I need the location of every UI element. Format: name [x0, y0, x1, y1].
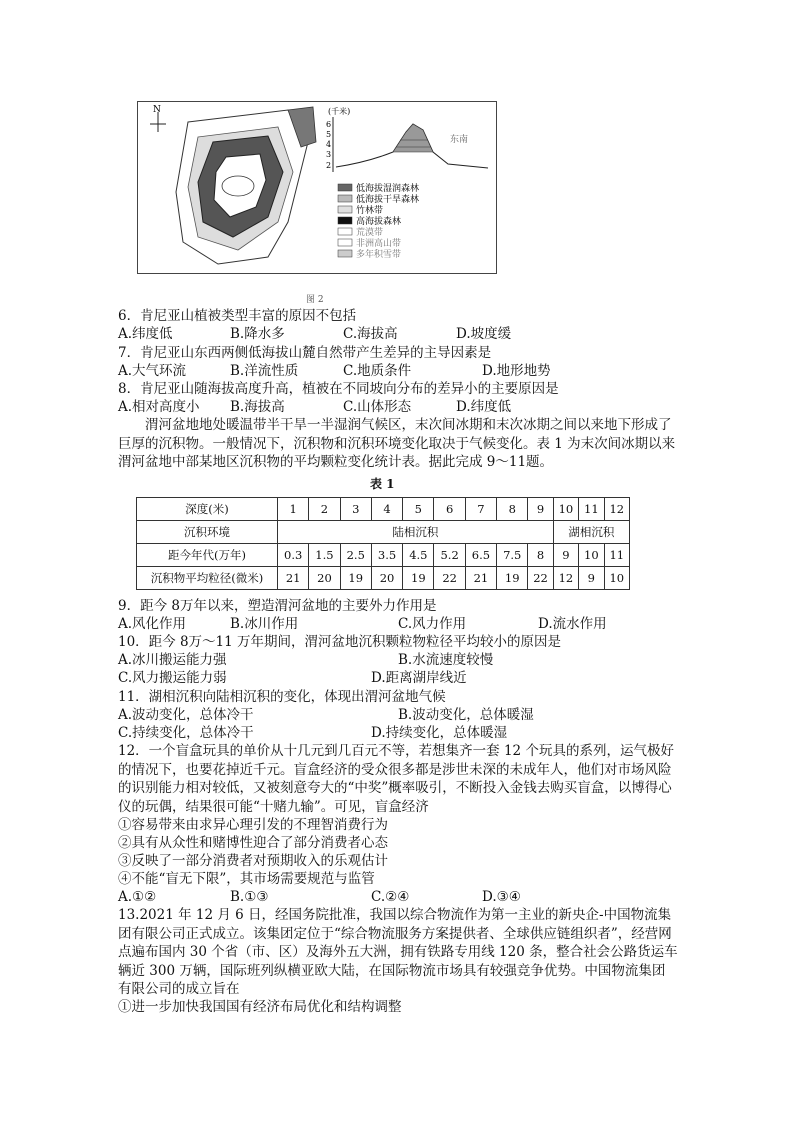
q12-option-d: D.③④	[482, 889, 521, 905]
q8-option-a: A.相对高度小	[118, 399, 200, 415]
table-row-label: 沉积物平均粒径(微米)	[137, 567, 278, 590]
q10-option-a: A.冰川搬运能力强	[118, 652, 227, 668]
table-row-label: 深度(米)	[137, 498, 278, 521]
q13-stem: 13.2021 年 12 月 6 日，经国务院批准，我国以综合物流作为第一主业的新央企-中国物流集团有限公司正式成立。该集团定位于“综合物流服务方案提供者、全球供应链组织者”，经营网点遍布国内 30 个省（市、区）及海外五大洲，拥有铁路专用线 120 条，整合社会公路货运车辆近 300 万辆，国际班列纵横亚欧大陆，在国际物流市场具有较强竞争优势。中国物流集团有限公司的成立旨在	[118, 907, 678, 997]
q8-stem: 8．肯尼亚山随海拔高度升高，植被在不同坡向分布的差异小的主要原因是	[118, 381, 559, 397]
q12-item-4: ④不能“盲无下限”，其市场需要规范与监管	[118, 871, 375, 887]
q9-stem: 9．距今 8万年以来，塑造渭河盆地的主要外力作用是	[118, 598, 437, 614]
table-row-age: 距今年代(万年) 0.3 1.5 2.5 3.5 4.5 5.2 6.5 7.5 8 9 10 11	[137, 544, 630, 567]
svg-text:3: 3	[326, 150, 332, 159]
q12-option-a: A.①②	[118, 889, 157, 905]
svg-text:5: 5	[326, 130, 332, 139]
q10-option-d: D.距离湖岸线近	[371, 670, 467, 686]
svg-text:非洲高山带: 非洲高山带	[356, 239, 402, 249]
svg-text:多年积雪带: 多年积雪带	[356, 250, 402, 260]
figure-2-kenya-mountain	[137, 101, 497, 274]
figure-2-drawing	[138, 102, 496, 273]
q7-option-d: D.地形地势	[482, 363, 551, 379]
q8-option-b: B.海拔高	[230, 399, 285, 415]
figure-legend	[338, 182, 419, 260]
svg-text:6: 6	[326, 120, 332, 129]
direction-label: 东南	[450, 135, 469, 145]
q13-item-1: ①进一步加快我国国有经济布局优化和结构调整	[118, 999, 402, 1015]
table-row-grain: 沉积物平均粒径(微米) 21 20 19 20 19 22 21 19 22 12 9 10	[137, 567, 630, 590]
q11-stem: 11．湖相沉积向陆相沉积的变化，体现出渭河盆地气候	[118, 689, 446, 705]
q11-option-c: C.持续变化，总体冷干	[118, 725, 254, 741]
svg-text:竹林带: 竹林带	[356, 206, 384, 216]
q11-option-a: A.波动变化，总体冷干	[118, 707, 254, 723]
q6-option-a: A.纬度低	[118, 326, 173, 342]
q8-option-d: D.纬度低	[456, 399, 512, 415]
q6-option-d: D.坡度缓	[456, 326, 512, 342]
env-lake-cell: 湖相沉积	[553, 521, 629, 544]
svg-text:2: 2	[326, 161, 332, 170]
svg-text:4: 4	[326, 140, 332, 149]
north-label: N	[153, 105, 161, 115]
q9-option-b: B.冰川作用	[230, 616, 299, 632]
svg-text:高海拔森林: 高海拔森林	[356, 217, 402, 227]
q7-option-a: A.大气环流	[118, 363, 187, 379]
passage-9-11: 渭河盆地地处暖温带半干旱一半湿润气候区，末次间冰期和末次冰期之间以来地下形成了巨厚的沉积物。一般情况下，沉积物和沉积环境变化取决于气候变化。表 1 为末次间冰期以来渭河盆地中部某地区沉积物的平均颗粒变化统计表。据此完成 9～11题。	[118, 417, 676, 470]
q6-option-b: B.降水多	[230, 326, 285, 342]
q8-option-c: C.山体形态	[343, 399, 412, 415]
svg-text:荒漠带: 荒漠带	[356, 228, 384, 238]
svg-text:低海拔干旱森林: 低海拔干旱森林	[356, 195, 420, 205]
svg-text:(千米): (千米)	[328, 107, 351, 116]
sediment-table	[136, 497, 630, 590]
svg-text:低海拔湿润森林: 低海拔湿润森林	[356, 184, 420, 194]
q7-option-c: C.地质条件	[343, 363, 412, 379]
env-land-cell: 陆相沉积	[278, 521, 554, 544]
q7-stem: 7．肯尼亚山东西两侧低海拔山麓自然带产生差异的主导因素是	[118, 345, 492, 361]
table-row-env	[137, 521, 630, 544]
q11-option-b: B.波动变化，总体暖湿	[398, 707, 534, 723]
table-row-depth: 深度(米) 1 2 3 4 5 6 7 8 9 10 11 12	[137, 498, 630, 521]
q12-item-3: ③反映了一部分消费者对预期收入的乐观估计	[118, 853, 388, 869]
q12-item-2: ②具有从众性和赌博性迎合了部分消费者心态	[118, 835, 388, 851]
q11-option-d: D.持续变化，总体暖湿	[371, 725, 508, 741]
q7-option-b: B.洋流性质	[230, 363, 299, 379]
figure-caption: 图 2	[306, 295, 324, 305]
table-title: 表 1	[370, 477, 395, 491]
q6-option-c: C.海拔高	[343, 326, 398, 342]
table-row-label: 沉积环境	[137, 521, 278, 544]
q9-option-d: D.流水作用	[538, 616, 607, 632]
q9-option-c: C.风力作用	[398, 616, 467, 632]
q10-stem: 10．距今 8万～11 万年期间，渭河盆地沉积颗粒物粒径平均较小的原因是	[118, 634, 562, 650]
q12-option-b: B.①③	[230, 889, 269, 905]
q9-option-a: A.风化作用	[118, 616, 187, 632]
q12-option-c: C.②④	[371, 889, 410, 905]
q10-option-b: B.水流速度较慢	[398, 652, 494, 668]
q6-stem: 6．肯尼亚山植被类型丰富的原因不包括	[118, 308, 357, 324]
table-row-label: 距今年代(万年)	[137, 544, 278, 567]
q10-option-c: C.风力搬运能力弱	[118, 670, 227, 686]
q12-item-1: ①容易带来由求异心理引发的不理智消费行为	[118, 817, 388, 833]
q12-stem: 12．一个盲盒玩具的单价从十几元到几百元不等，若想集齐一套 12 个玩具的系列，运气极好的情况下，也要花掉近千元。盲盒经济的受众很多都是涉世未深的未成年人，他们对市场风险的识别能力相对较低，又被刻意夸大的“中奖”概率吸引，不断投入金钱去购买盲盒，以博得心仪的玩偶，结果很可能“十赌九输”。可见，盲盒经济	[118, 743, 674, 815]
